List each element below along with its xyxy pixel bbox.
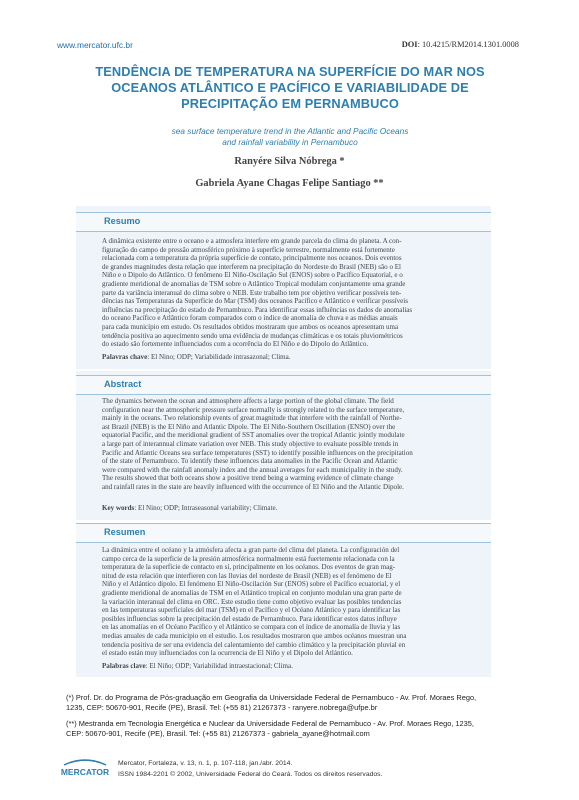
abstract-heading-bar: [76, 375, 491, 395]
abstract-line: and rainfall rates in the state are heavily influenced with the occurrence of El Niño and the Atlantic Dipole.: [102, 482, 404, 491]
abstract-text: [102, 397, 465, 492]
resumen-line: la variación interanual del clima en ORC. Este estudio tiene como objetivo evaluar las posibles tendencias: [102, 597, 402, 606]
resumen-text: [102, 546, 465, 658]
abstract-line: ast Brazil (NEB) is the El Niño and Atlantic Dipole. The El Niño-Southern Oscillation (ENSO) over the: [102, 422, 396, 431]
resumo-keywords-text: : El Nino; ODP; Variabilidade intrasazonal; Clima.: [147, 353, 291, 361]
resumo-text: [102, 237, 465, 349]
resumen-line: La dinámica entre el océano y la atmósfera afecta a gran parte del clima del planeta. La configuración del: [102, 546, 400, 554]
abstract-heading: Abstract: [104, 379, 142, 389]
doi: [402, 40, 519, 49]
resumen-line: nitud de esta relación que interfieren con las lluvias del nordeste de Brasil (NEB) es el fenómeno de El: [102, 571, 392, 580]
resumen-section: [76, 523, 491, 677]
resumen-line: medias anuales de cada municipio en el estudio. Los resultados mostraron que ambos océanos muestran una: [102, 631, 407, 640]
abstract-keywords-text: : El Nino; ODP; Intraseasonal variability; Climate.: [134, 504, 278, 512]
abstract-line: Pacific and Atlantic Oceans sea surface temperatures (SST) to identify possible influences on the precipitation: [102, 448, 413, 457]
site-link[interactable]: www.mercator.ufc.br: [57, 40, 133, 50]
issn-line: ISSN 1984-2201 © 2002, Universidade Federal do Ceará. Todos os direitos reservados.: [118, 771, 383, 778]
abstract-line: mainly in the oceans. Two relationship events of great magnitude that interfere with the rainfall of Northe-: [102, 414, 402, 423]
abstract-line: of the state of Pernambuco. To identify these influences data anomalies in the Pacific Ocean and Atlantic: [102, 457, 398, 466]
resumo-line: parte da variância interanual do clima sobre o NEB. Este trabalho tem por objetivo verificar possíveis ten-: [102, 288, 402, 297]
resumo-line: relacionada com a temperatura da própria superfície de contato, principalmente nos oceanos. Dois eventos: [102, 254, 402, 263]
resumo-line: para cada município em estudo. Os resultados obtidos mostraram que ambos os oceanos apresentam uma: [102, 322, 399, 331]
abstract-line: a large part of interannual climate variation over NEB. This study objective to evaluate possible trends in: [102, 439, 399, 448]
journal-citation: [118, 758, 382, 780]
abstract-keywords: [102, 504, 465, 513]
resumen-line: en las anomalías en el Océano Pacífico y el Atlántico se compara con el índice de anomalía de lluvia y las: [102, 623, 401, 632]
abstract-line: The results showed that both oceans show a positive trend being a warming evidence of climate change: [102, 474, 394, 483]
abstract-line: configuration near the atmospheric pressure surface normally is strongly related to the surface temperature,: [102, 405, 405, 414]
resumen-line: en las temperaturas superficiales del mar (TSM) en el Pacífico y el Océano Atlántico y para identificar las: [102, 606, 401, 615]
resumen-line: tendencia positiva de ser una evidencia del calentamiento del cambio climático y la precipitación pluvial en: [102, 640, 406, 649]
resumen-line: campo cerca de la superficie de la presión atmosférica normalmente está fuertemente relacionada con la: [102, 554, 395, 563]
resumen-line: gradiente meridional de anomalías de TSM en el Atlántico tropical en conjunto modulan una gran parte de: [102, 588, 402, 597]
abstract-line: were compared with the rainfall anomaly index and the annual averages for each municipality in the study.: [102, 465, 403, 474]
abstract-line: equatorial Pacific, and the meridional gradient of SST anomalies over the tropical Atlantic jointly modulate: [102, 431, 405, 440]
resumen-line: el estado están muy influenciados con la ocurrencia de El Niño y el Dipolo del Atlántico.: [102, 649, 353, 658]
resumo-keywords: [102, 353, 465, 362]
footnote-1-line1: (*) Prof. Dr. do Programa de Pós-graduação em Geografia da Universidade Federal de Pernambuco - Av. Prof. Moraes Rego,: [66, 693, 477, 702]
page-footer: [60, 755, 519, 785]
resumo-line: dências nas Temperaturas da Superfície do Mar (TSM) dos oceanos Pacífico e Atlântico e verificar possíveis: [102, 297, 409, 306]
resumo-line: gradiente meridional de anomalias de TSM sobre o Atlântico Tropical modulam conjuntamente uma grande: [102, 279, 406, 288]
english-title-line: sea surface temperature trend in the Atlantic and Pacific Oceans: [171, 126, 409, 136]
resumo-heading: Resumo: [104, 216, 141, 226]
resumo-line: influências na precipitação do estado de Pernambuco. Para identificar essas influências os dados de anomalias: [102, 305, 413, 314]
footnote-1: [60, 693, 520, 713]
resumo-line: do estado são fortemente influenciados com a ocorrência do El Niño e do Dipolo do Atlântico.: [102, 340, 369, 349]
resumo-section: [76, 206, 491, 369]
author-footnotes: [60, 693, 520, 739]
footnote-2-line2: CEP: 50670-901, Recife (PE), Brasil. Tel: (+55 81) 21267373 - gabriela_ayane@hotmail.com: [66, 729, 370, 738]
resumo-heading-bar: [76, 212, 491, 232]
resumo-line: de grandes magnitudes desta relação que interferem na precipitação do Nordeste do Brasil (NEB) são o El: [102, 262, 401, 271]
abstract-section: [76, 371, 491, 520]
resumo-line: figuração do campo de pressão atmosférico próximo à superfície terrestre, normalmente está fortemente: [102, 245, 395, 254]
resumen-line: temperatura de la superficie de contacto en sí, principalmente en los océanos. Dos eventos de gran mag-: [102, 563, 396, 572]
resumo-line: tendência positiva ao aquecimento sendo uma evidência de mudanças climáticas e os totais pluviométricos: [102, 331, 403, 340]
resumen-keywords-text: : El Niño; ODP; Variabilidad intraestacional; Clima.: [145, 662, 293, 670]
article-title: [60, 64, 520, 112]
footnote-1-line2: 1235, CEP: 50670-901, Recife (PE), Brasil. Tel: (+55 81) 21267373 - ranyere.nobrega@ufpe.br: [66, 703, 378, 712]
resumo-line: Niño e o Dipolo do Atlântico. O fenômeno El Niño-Oscilação Sul (ENOS) sobre o Pacífico Equatorial, e o: [102, 271, 403, 280]
author-2: Gabriela Ayane Chagas Felipe Santiago **: [195, 178, 384, 189]
resumen-heading-bar: [76, 523, 491, 543]
title-line: OCEANOS ATLÂNTICO E PACÍFICO E VARIABILIDADE DE: [111, 80, 469, 95]
english-title-line: and rainfall variability in Pernambuco: [222, 137, 358, 147]
abstract-line: The dynamics between the ocean and atmosphere affects a large portion of the global climate. The field: [102, 397, 394, 405]
resumo-line: A dinâmica existente entre o oceano e a atmosfera interfere em grande parcela do clima do planeta. A con-: [102, 237, 402, 245]
title-line: PRECIPITAÇÃO EM PERNAMBUCO: [181, 96, 399, 111]
resumo-line: do oceano Pacífico e Atlântico foram comparados com o índice de anomalia de chuva e as médias anuais: [102, 314, 398, 323]
page-header: [57, 40, 519, 52]
journal-line: Mercator, Fortaleza, v. 13, n. 1, p. 107-118, jan./abr. 2014.: [118, 760, 293, 767]
author-1: Ranyére Silva Nóbrega *: [234, 156, 345, 167]
footnote-2-line1: (**) Mestranda em Tecnologia Energética e Nuclear da Universidade Federal de Pernambuco - Av. Prof. Moraes Rego, 1235,: [66, 719, 474, 728]
resumen-line: posibles influencias sobre la precipitación del estado de Pernambuco. Para identificar estos datos influye: [102, 614, 397, 623]
resumen-line: Niño y el Atlántico dipolo. El fenómeno El Niño-Oscilación Sur (ENOS) sobre el Pacífico ecuatorial, y el: [102, 580, 401, 589]
logo-text: MERCATOR: [60, 767, 110, 777]
abstract-keywords-label: Key words: [102, 504, 135, 512]
resumo-keywords-label: Palavras chave: [102, 353, 148, 361]
english-title: [80, 126, 500, 148]
resumen-heading: Resumen: [104, 527, 146, 537]
doi-label: DOI: [401, 40, 418, 49]
title-line: TENDÊNCIA DE TEMPERATURA NA SUPERFÍCIE DO MAR NOS: [95, 64, 485, 79]
footnote-2: [60, 719, 520, 739]
resumen-keywords-label: Palabras clave: [102, 662, 146, 670]
mercator-logo: [60, 757, 110, 781]
resumen-keywords: [102, 662, 465, 671]
doi-value: : 10.4215/RM2014.1301.0008: [417, 40, 519, 49]
